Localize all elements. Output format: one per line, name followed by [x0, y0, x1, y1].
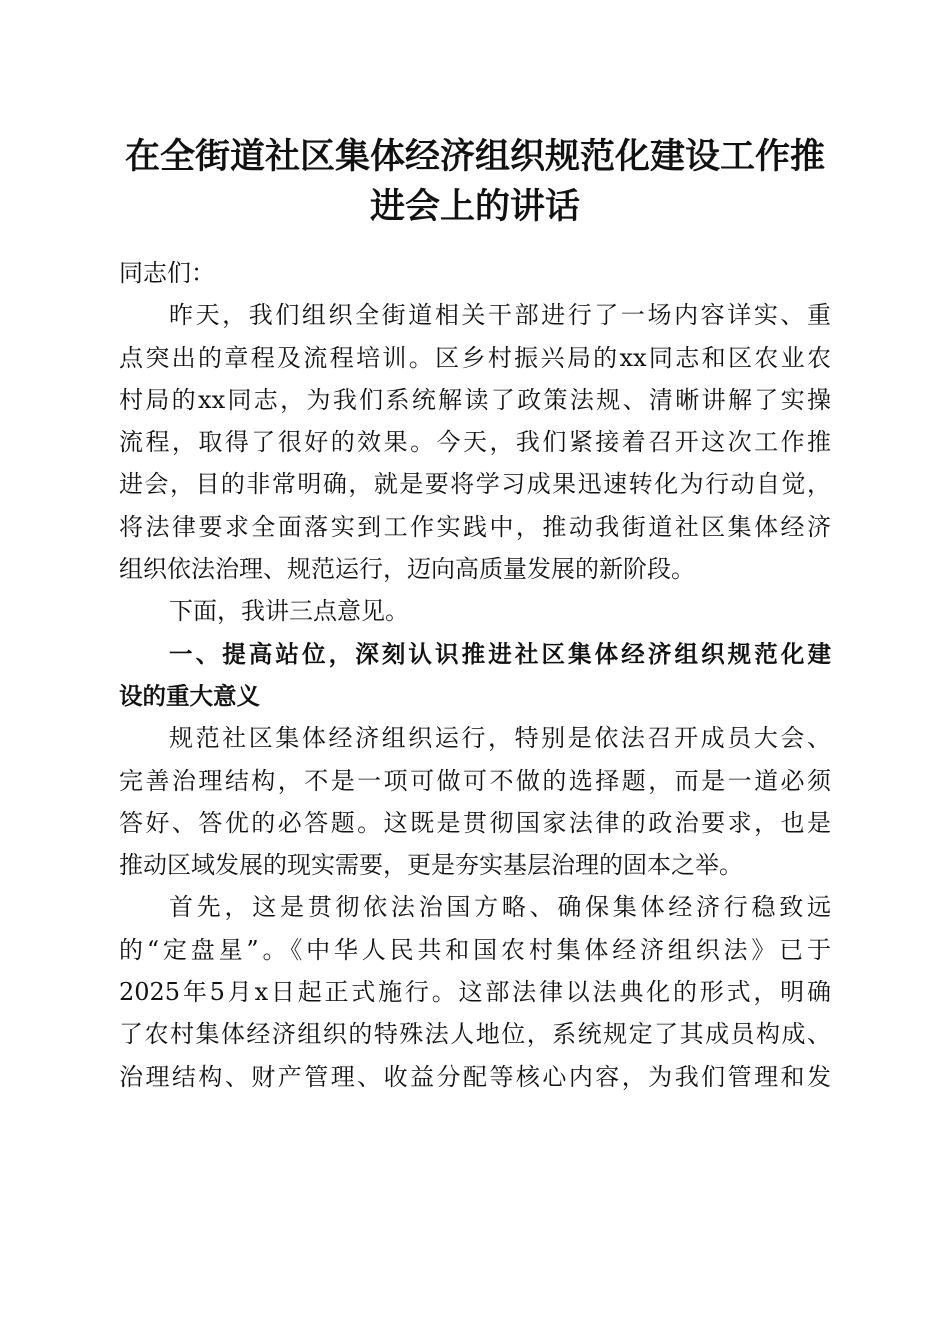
paragraph: [119, 886, 831, 1097]
paragraph: [119, 294, 831, 590]
heading-line: 一、提高站位，深刻认识推进社区集体经济组织规范化建: [169, 639, 831, 668]
paragraph-line: 昨天，我们组织全街道相关干部进行了一场内容详实、重: [169, 301, 831, 330]
heading-line: 设的重大意义: [119, 681, 260, 710]
paragraph: [119, 590, 831, 632]
paragraph-line: 进会，目的非常明确，就是要将学习成果迅速转化为行动自觉，: [119, 470, 831, 499]
paragraph: [119, 717, 831, 886]
title-line-1: 在全街道社区集体经济组织规范化建设工作推: [124, 136, 825, 177]
paragraph-line: 将法律要求全面落实到工作实践中，推动我街道社区集体经济: [119, 512, 831, 541]
paragraph-line: 点突出的章程及流程培训。区乡村振兴局的xx同志和区农业农: [119, 343, 831, 372]
paragraph-line: 下面，我讲三点意见。: [169, 597, 409, 626]
paragraph-line: 了农村集体经济组织的特殊法人地位，系统规定了其成员构成、: [119, 1020, 831, 1049]
title-line-2: 进会上的讲话: [369, 186, 580, 227]
document-body: [119, 252, 831, 1098]
section-heading: [119, 633, 831, 718]
paragraph-line: 规范社区集体经济组织运行，特别是依法召开成员大会、: [169, 724, 831, 753]
paragraph-line: 答好、答优的必答题。这既是贯彻国家法律的政治要求，也是: [119, 808, 831, 837]
salutation: 同志们：: [119, 259, 215, 287]
paragraph-line: 治理结构、财产管理、收益分配等核心内容，为我们管理和发: [119, 1062, 831, 1091]
paragraph-line: 的“定盘星”。《中华人民共和国农村集体经济组织法》已于: [119, 935, 831, 964]
paragraph-line: 首先，这是贯彻依法治国方略、确保集体经济行稳致远: [169, 893, 831, 922]
paragraph-line: 推动区域发展的现实需要，更是夯实基层治理的固本之举。: [119, 851, 743, 880]
paragraph-line: 组织依法治理、规范运行，迈向高质量发展的新阶段。: [119, 555, 695, 584]
paragraph-line: 村局的xx同志，为我们系统解读了政策法规、清晰讲解了实操: [119, 385, 831, 414]
paragraph-line: 流程，取得了很好的效果。今天，我们紧接着召开这次工作推: [119, 428, 831, 457]
paragraph-line: 2025年5月x日起正式施行。这部法律以法典化的形式，明确: [119, 978, 831, 1007]
paragraph-line: 完善治理结构，不是一项可做可不做的选择题，而是一道必须: [119, 766, 831, 795]
document-title: [100, 132, 850, 232]
